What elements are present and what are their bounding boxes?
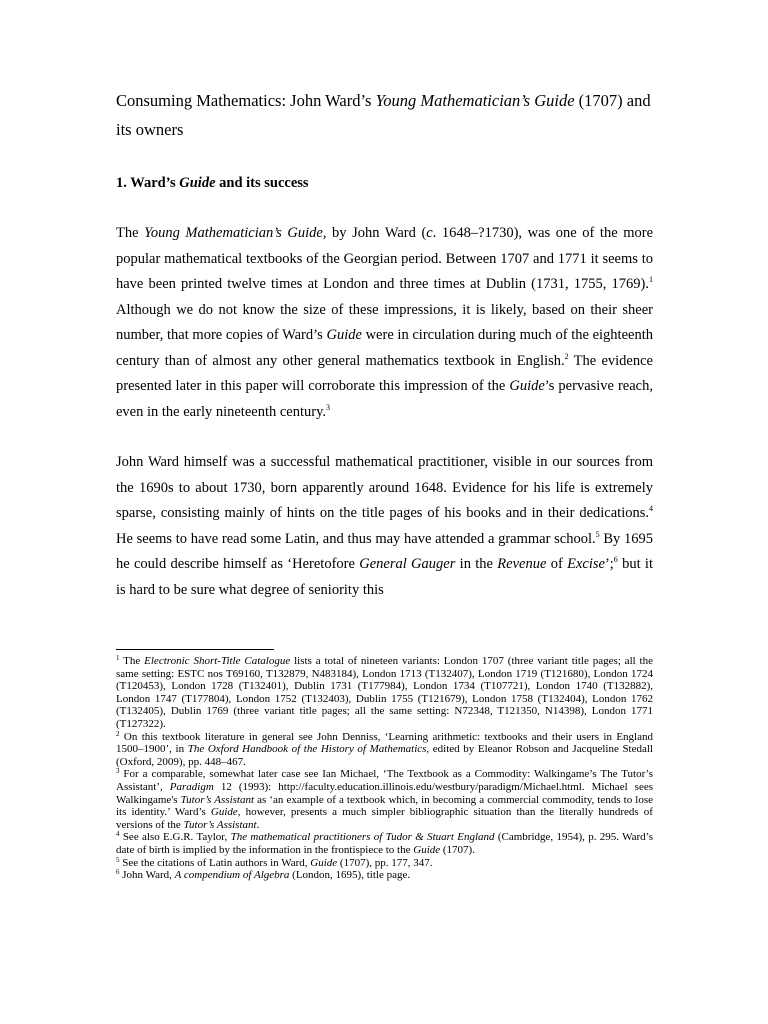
section-heading: [116, 175, 653, 192]
paragraph-2: [116, 450, 653, 603]
footnote-text: , edited by Eleanor Robson and Jacqueline Stedall (Oxford, 2009), pp. 448–467.: [116, 743, 653, 768]
footnote-italic: A compendium of Algebra: [174, 869, 290, 882]
footnote-italic: Paradigm: [169, 780, 214, 793]
p1-italic: Guide: [326, 327, 362, 343]
footnote-ref-1[interactable]: 1: [649, 275, 653, 284]
section-rest: and its success: [215, 175, 309, 191]
footnote-italic: The Oxford Handbook of the History of Mathematics: [187, 743, 427, 756]
footnote-ref-4[interactable]: 4: [649, 504, 653, 513]
footnote-text: (1707).: [440, 843, 475, 856]
footnote-4: [116, 831, 653, 856]
section-number: 1. Ward’s: [116, 175, 180, 191]
p2-italic: Revenue: [497, 556, 547, 572]
footnote-number: 6: [116, 868, 120, 877]
p1-italic: Guide: [509, 378, 545, 394]
footnote-text: See also E.G.R. Taylor,: [119, 831, 231, 844]
footnote-italic: Guide: [310, 856, 338, 869]
footnote-text: (Cambridge, 1954), p. 295. Ward’s date of birth is implied by the information in the frontispiece to the: [116, 831, 653, 856]
paper-title: [116, 86, 653, 144]
p1-italic: Young Mathematician’s Guide: [144, 225, 323, 241]
footnote-6: [116, 869, 653, 882]
footnote-1: [116, 655, 653, 731]
p1-italic: c: [426, 225, 433, 241]
footnote-number: 3: [116, 767, 120, 776]
footnote-text: (1707), pp. 177, 347.: [337, 856, 433, 869]
p1-text: The: [116, 225, 145, 241]
footnote-text: , however, presents a much simpler bibliographic situation than the literally hundreds of versions of the: [116, 806, 653, 831]
section-italic: Guide: [179, 175, 216, 191]
page-body: [116, 86, 653, 603]
footnote-3: [116, 768, 653, 831]
p2-text: but it is hard to be sure what degree of seniority this: [116, 556, 653, 598]
p2-text: By 1695 he could describe himself as ‘Heretofore: [116, 530, 653, 572]
p2-italic: General Gauger: [359, 556, 456, 572]
footnote-number: 1: [116, 654, 120, 662]
p1-text: . 1648–?1730), was one of the more popular mathematical textbooks of the Georgian period. Between 1707 and 1771 it seems to have been printed twelve times at London and three times at Dublin (1731, 1755, 1769).: [116, 225, 654, 292]
footnote-ref-3[interactable]: 3: [326, 402, 331, 412]
footnote-text: For a comparable, somewhat later case see Ian Michael, ‘The Textbook as a Commodity: Walkingame’s The Tutor’s Assistant’,: [116, 768, 653, 793]
footnote-italic: Guide: [210, 806, 238, 819]
p1-text: ’s pervasive reach, even in the early nineteenth century.: [116, 378, 653, 420]
p2-text: ’;: [604, 556, 614, 572]
footnote-number: 4: [116, 830, 120, 839]
footnote-text: (London, 1695), title page.: [289, 869, 411, 882]
title-text: Consuming Mathematics: John Ward’s: [116, 91, 376, 110]
p2-text: of: [546, 556, 568, 572]
footnote-ref-2[interactable]: 2: [564, 351, 569, 361]
footnote-text: The: [119, 655, 145, 667]
p1-text: Although we do not know the size of these impressions, it is likely, based on their sheer number, that more copies of Ward’s: [116, 301, 653, 343]
footnote-5: [116, 857, 653, 870]
title-text-end: (1707) and its owners: [116, 91, 651, 139]
footnote-italic: Tutor’s Assistant: [180, 793, 255, 806]
p1-text: The evidence presented later in this paper will corroborate this impression of the: [116, 352, 653, 394]
p1-text: , by John Ward (: [322, 225, 427, 241]
p1-text: were in circulation during much of the eighteenth century than of almost any other general mathematics textbook in English.: [116, 327, 653, 369]
footnote-text: See the citations of Latin authors in Ward,: [119, 856, 311, 869]
p2-italic: Excise: [567, 556, 605, 572]
footnote-text: .: [256, 818, 260, 831]
footnotes: [116, 655, 653, 882]
footnote-italic: The mathematical practitioners of Tudor & Stuart England: [230, 831, 495, 844]
footnote-text: as ‘an example of a textbook which, in becoming a commercial commodity, tends to lose its identity.’ Ward’s: [116, 793, 653, 819]
footnote-divider: [116, 649, 274, 650]
title-italic: Young Mathematician’s Guide: [375, 91, 575, 110]
footnote-number: 2: [116, 729, 120, 738]
footnote-ref-6[interactable]: 6: [613, 555, 618, 564]
footnote-text: On this textbook literature in general see John Denniss, ‘Learning arithmetic: textbooks and their users in England 1500–1900’, in: [116, 730, 653, 756]
p2-text: John Ward himself was a successful mathematical practitioner, visible in our sources from the 1690s to about 1730, born apparently around 1648. Evidence for his life is extremely sparse, consisting mainly of hints on the title pages of his books and in their dedications.: [116, 454, 653, 521]
footnote-text: John Ward,: [119, 869, 175, 882]
footnote-italic: Guide: [413, 843, 441, 856]
footnote-text: 12 (1993): http://faculty.education.illinois.edu/westbury/paradigm/Michael.html. Michael sees Walkingame's: [116, 780, 653, 806]
footnote-ref-5[interactable]: 5: [595, 529, 600, 539]
footnote-italic: Electronic Short-Title Catalogue: [144, 655, 291, 667]
footnote-number: 5: [116, 855, 120, 864]
paragraph-1: [116, 221, 653, 425]
footnote-text: lists a total of nineteen variants: London 1707 (three variant title pages; all the same setting: ESTC nos T69160, T132879, N483184), London 1713 (T132407), London 1719 (T121680), London 1724 (T120453), London 1728 (T132401), Dublin 1731 (T177984), London 1734 (T107721), London 1740 (T132882), London 1747 (T177804), London 1752 (T132403), Dublin 1755 (T121679), London 1758 (T132404), London 1762 (T132405), Dublin 1769 (three variant title pages; all the same setting: N72348, T121350, N14398), London 1771 (T127322).: [116, 655, 653, 730]
footnote-2: [116, 731, 653, 769]
footnote-italic: Tutor’s Assistant: [183, 818, 257, 831]
p2-text: He seems to have read some Latin, and thus may have attended a grammar school.: [116, 530, 596, 547]
p2-text: in the: [455, 556, 498, 572]
